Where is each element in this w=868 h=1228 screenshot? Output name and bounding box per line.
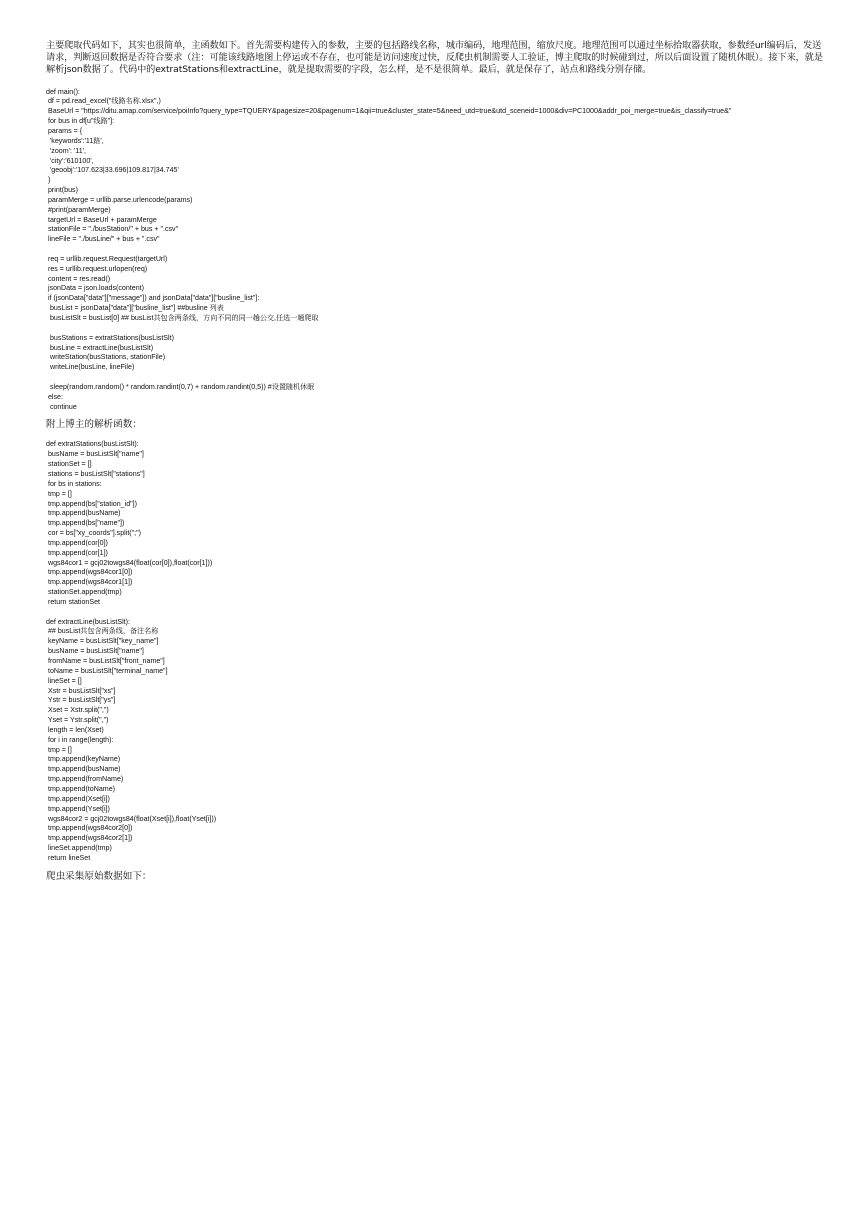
- code-line: wgs84cor1 = gcj02towgs84(float(cor[0]),float(cor[1])): [46, 558, 213, 567]
- code-line: tmp.append(bs["station_id"]): [46, 499, 137, 508]
- code-line: tmp.append(fromName): [46, 775, 124, 784]
- code-line: writeStation(busStations, stationFile): [46, 353, 166, 362]
- code-line: for bs in stations:: [46, 479, 102, 488]
- code-line: stationFile = "./busStation/" + bus + ".csv": [46, 225, 179, 234]
- code-line: tmp.append(keyName): [46, 755, 121, 764]
- code-line: [46, 373, 826, 383]
- code-line: ## busList共包含两条线，备注名称: [46, 627, 159, 636]
- code-line: def extractLine(busListSlt):: [46, 617, 130, 626]
- code-line: tmp.append(Xset[i]): [46, 794, 110, 803]
- code-line: length = len(Xset): [46, 725, 104, 734]
- code-line: tmp.append(bs["name"]): [46, 519, 125, 528]
- code-line: tmp.append(wgs84cor1[1]): [46, 578, 133, 587]
- code-line: targetUrl = BaseUrl + paramMerge: [46, 215, 157, 224]
- section-heading-parse-functions: 附上博主的解析函数：: [46, 419, 142, 431]
- code-line: [46, 324, 826, 334]
- code-line: print(bus): [46, 186, 78, 195]
- code-line: Ystr = busListSlt["ys"]: [46, 696, 116, 705]
- code-line: tmp.append(cor[1]): [46, 548, 108, 557]
- code-line: toName = busListSlt["terminal_name"]: [46, 666, 168, 675]
- code-line: busLine = extractLine(busListSlt): [46, 343, 154, 352]
- code-line: #print(paramMerge): [46, 205, 111, 214]
- code-line: def extratStations(busListSlt):: [46, 440, 139, 449]
- code-line: req = urllib.request.Request(targetUrl): [46, 254, 168, 263]
- code-line: [46, 245, 826, 255]
- code-line: busList = jsonData["data"]["busline_list"] ##busline 列表: [46, 304, 224, 313]
- code-line: busListSlt = busList[0] ## busList共包含两条线，方向不同的同一趟公交,任选一趟爬取: [46, 314, 319, 323]
- code-line: BaseUrl = "https://ditu.amap.com/service/poiInfo?query_type=TQUERY&pagesize=20&pagenum=1&qii=true&cluster_state=5&need_utd=true&utd_sceneid=1000&div=PC1000&addr_poi_merge=true&is_classify=true&": [46, 107, 732, 116]
- intro-paragraph: 主要爬取代码如下，其实也很简单，主函数如下。首先需要构建传入的参数，主要的包括路线名称，城市编码，地理范围，缩放尺度。地理范围可以通过坐标拾取器获取，参数经url编码后，发送请求，判断返回数据是否符合要求（注：可能该线路地图上停运或不存在，也可能是访问速度过快，反爬虫机制需要人工验证，博主爬取的时候碰到过，所以后面设置了随机休眠）。接下来，就是解析json数据了。代码中的extratStations和extractLine，就是提取需要的字段，怎么样，是不是很简单。最后，就是保存了，站点和路线分别存储。: [46, 40, 823, 76]
- code-line: content = res.read(): [46, 274, 111, 283]
- code-line: jsonData = json.loads(content): [46, 284, 144, 293]
- code-line: 'geoobj':'107.623|33.696|109.817|34.745': [46, 166, 179, 175]
- code-line: tmp = []: [46, 489, 72, 498]
- code-line: sleep(random.random() * random.randint(0,7) + random.randint(0,5)) #设置随机休眠: [46, 382, 315, 391]
- section-heading-raw-data: 爬虫采集原始数据如下：: [46, 870, 152, 882]
- code-line: lineSet.append(tmp): [46, 844, 112, 853]
- code-line: continue: [46, 402, 77, 411]
- code-line: busStations = extratStations(busListSlt): [46, 333, 174, 342]
- code-line: return lineSet: [46, 853, 91, 862]
- code-block-parse: [46, 440, 826, 863]
- code-line: tmp.append(toName): [46, 784, 116, 793]
- code-line: params = {: [46, 126, 83, 135]
- code-block-main: [46, 88, 826, 413]
- code-line: tmp.append(wgs84cor2[1]): [46, 834, 133, 843]
- code-line: 'keywords':'11路',: [46, 136, 104, 145]
- code-line: writeLine(busLine, lineFile): [46, 363, 135, 372]
- code-line: tmp.append(Yset[i]): [46, 804, 110, 813]
- code-line: if (jsonData["data"]["message"]) and jsonData["data"]["busline_list"]:: [46, 294, 260, 303]
- code-line: busName = busListSlt["name"]: [46, 450, 144, 459]
- code-line: stationSet.append(tmp): [46, 588, 122, 597]
- code-line: 'zoom': '11',: [46, 146, 86, 155]
- code-line: [46, 608, 826, 618]
- code-line: tmp.append(wgs84cor1[0]): [46, 568, 133, 577]
- code-line: tmp.append(wgs84cor2[0]): [46, 824, 133, 833]
- code-line: cor = bs["xy_coords"].split(";"): [46, 529, 142, 538]
- code-line: lineSet = []: [46, 676, 82, 685]
- code-line: return stationSet: [46, 597, 101, 606]
- code-line: Xstr = busListSlt["xs"]: [46, 686, 116, 695]
- code-line: wgs84cor2 = gcj02towgs84(float(Xset[i]),float(Yset[i])): [46, 814, 217, 823]
- code-line: else:: [46, 392, 63, 401]
- code-line: fromName = busListSlt["front_name"]: [46, 657, 165, 666]
- code-line: tmp.append(busName): [46, 765, 121, 774]
- code-line: lineFile = "./busLine/" + bus + ".csv": [46, 235, 160, 244]
- code-line: tmp.append(busName): [46, 509, 121, 518]
- code-line: keyName = busListSlt["key_name"]: [46, 637, 159, 646]
- code-line: 'city':'610100',: [46, 156, 94, 165]
- code-line: stationSet = []: [46, 460, 92, 469]
- code-line: stations = busListSlt["stations"]: [46, 469, 145, 478]
- code-line: df = pd.read_excel("线路名称.xlsx",): [46, 97, 161, 106]
- code-line: busName = busListSlt["name"]: [46, 647, 144, 656]
- code-line: tmp = []: [46, 745, 72, 754]
- code-line: }: [46, 176, 51, 185]
- document-page: [46, 40, 826, 883]
- code-line: def main():: [46, 87, 80, 96]
- code-line: paramMerge = urllib.parse.urlencode(params): [46, 195, 193, 204]
- code-line: Yset = Ystr.split(","): [46, 716, 109, 725]
- code-line: Xset = Xstr.split(","): [46, 706, 109, 715]
- code-line: for i in range(length):: [46, 735, 114, 744]
- code-line: tmp.append(cor[0]): [46, 538, 108, 547]
- code-line: for bus in df[u"线路"]:: [46, 117, 115, 126]
- code-line: res = urllib.request.urlopen(req): [46, 264, 148, 273]
